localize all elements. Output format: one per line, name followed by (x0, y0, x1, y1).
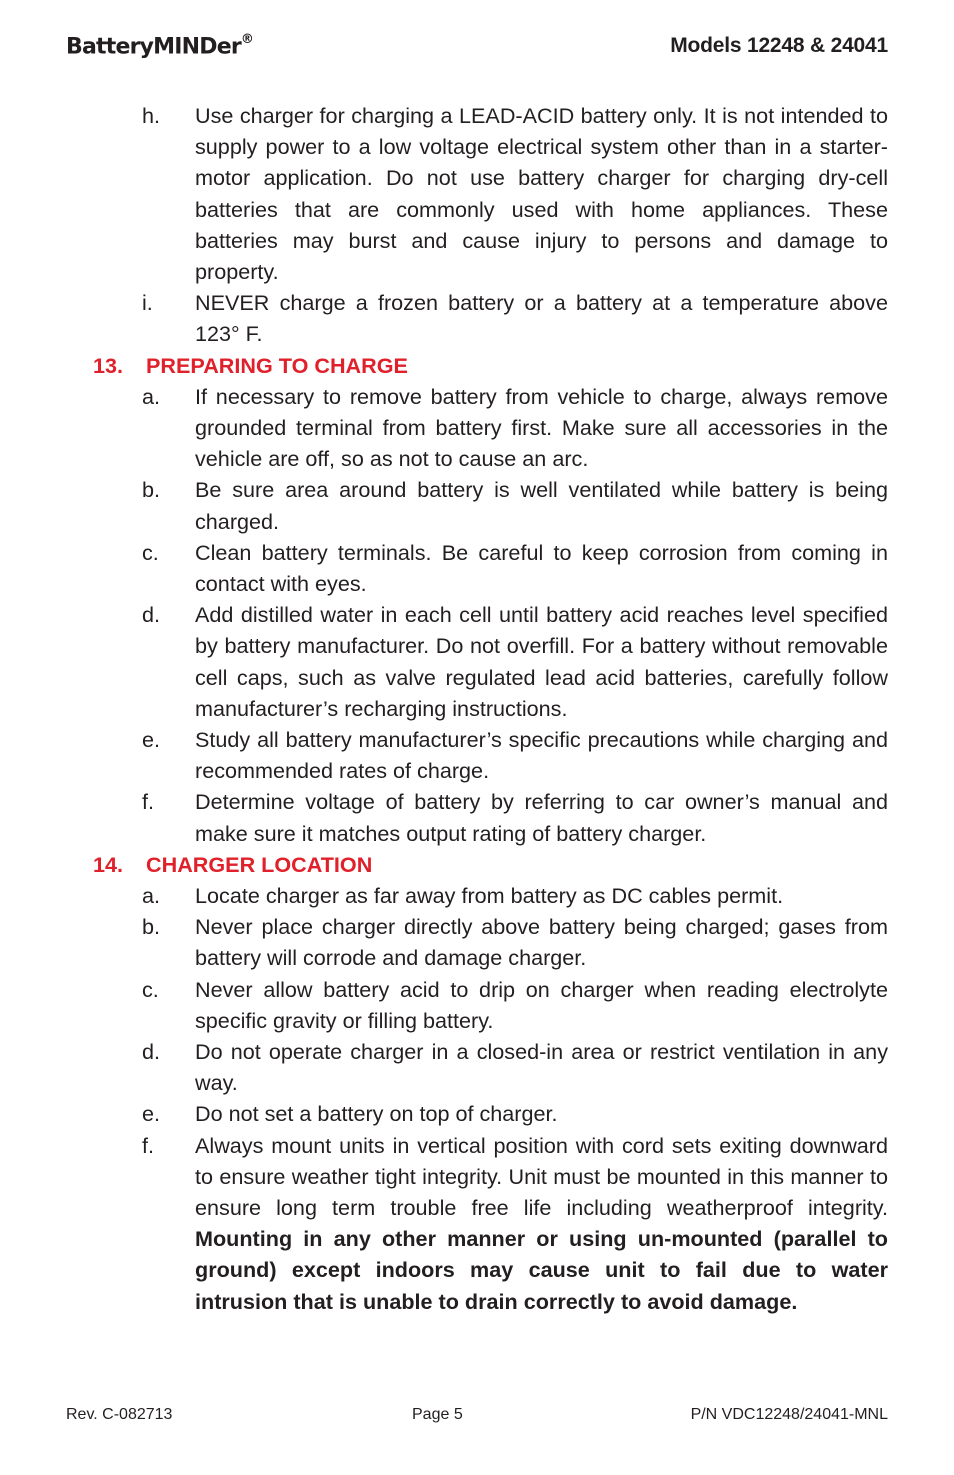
item-marker: a. (142, 383, 161, 409)
item-text: Be sure area around battery is well ventilated while battery is being charged. (195, 477, 888, 534)
document-body (0, 100, 954, 1317)
section-title: CHARGER LOCATION (146, 851, 373, 877)
list-item-14e (0, 1098, 888, 1129)
item-marker: h. (142, 103, 161, 128)
section-heading-14 (0, 849, 954, 880)
item-text: Never place charger directly above battery being charged; gases from battery will corrode and damage charger. (195, 914, 888, 971)
models-title: Models 12248 & 24041 (670, 34, 888, 57)
list-item-13b (0, 474, 888, 536)
section-number: 14. (93, 851, 124, 877)
item-marker: c. (142, 539, 159, 565)
list-item-14a (0, 880, 888, 911)
item-text: Determine voltage of battery by referring to car owner’s manual and make sure it matches output rating of battery charger. (195, 789, 888, 846)
list-item-i (0, 287, 888, 349)
list-item-14f (0, 1130, 888, 1317)
item-text: Use charger for charging a LEAD-ACID battery only. It is not intended to supply power to a low voltage electrical system other than in a starter-motor application. Do not use battery charger for charging dry-cell batteries that are commonly used with home appliances. These batteries may burst and cause injury to persons and damage to property. (195, 103, 888, 285)
registered-mark: ® (240, 32, 254, 47)
item-text: Study all battery manufacturer’s specific precautions while charging and recommended rates of charge. (195, 727, 888, 784)
item-text: Do not set a battery on top of charger. (195, 1101, 558, 1127)
item-warning-text: Mounting in any other manner or using un-mounted (parallel to ground) except indoors may cause unit to fail due to water intrusion that is unable to drain correctly to avoid damage. (195, 1226, 888, 1314)
brand-logo (66, 34, 254, 59)
section-title: PREPARING TO CHARGE (146, 352, 408, 378)
list-item-13e (0, 724, 888, 786)
item-text: Never allow battery acid to drip on charger when reading electrolyte specific gravity or filling battery. (195, 976, 888, 1033)
list-top (0, 100, 954, 350)
item-marker: e. (142, 727, 161, 753)
brand-name: BatteryMINDer (66, 34, 241, 60)
item-marker: b. (142, 914, 161, 940)
page-number: Page 5 (412, 1406, 463, 1423)
item-marker: c. (142, 976, 159, 1002)
list-item-13d (0, 599, 888, 724)
item-text: Clean battery terminals. Be careful to keep corrosion from coming in contact with eyes. (195, 539, 888, 597)
item-text: Add distilled water in each cell until battery acid reaches level specified by battery manufacturer. Do not overfill. For a battery without removable cell caps, such as valve regulated lead acid batteries, carefully follow manufacturer’s recharging instructions. (195, 602, 888, 721)
item-marker: f. (142, 789, 154, 815)
item-text: NEVER charge a frozen battery or a battery at a temperature above 123° F. (195, 290, 888, 347)
list-item-13f (0, 786, 888, 848)
list-item-h (0, 100, 888, 287)
item-text: If necessary to remove battery from vehicle to charge, always remove grounded terminal from battery first. Make sure all accessories in the vehicle are off, so as not to cause an arc. (195, 383, 888, 472)
section-heading-13 (0, 350, 954, 381)
section-number: 13. (93, 352, 124, 378)
revision-label: Rev. C-082713 (66, 1406, 173, 1423)
list-section-13 (0, 381, 954, 849)
item-marker: i. (142, 290, 153, 316)
list-section-14 (0, 880, 954, 1317)
item-marker: f. (142, 1132, 154, 1158)
item-marker: a. (142, 883, 161, 909)
item-text: Do not operate charger in a closed-in area or restrict ventilation in any way. (195, 1039, 888, 1096)
item-marker: d. (142, 1039, 161, 1065)
item-marker: b. (142, 477, 161, 503)
page-header (66, 34, 888, 64)
item-marker: e. (142, 1101, 161, 1127)
item-text: Always mount units in vertical position with cord sets exiting downward to ensure weather tight integrity. Unit must be mounted in this manner to ensure long term trouble free life including weatherproof integrity. (195, 1132, 888, 1221)
list-item-14d (0, 1036, 888, 1098)
list-item-13a (0, 381, 888, 475)
list-item-13c (0, 537, 888, 599)
list-item-14c (0, 974, 888, 1036)
item-text: Locate charger as far away from battery as DC cables permit. (195, 883, 784, 909)
page-footer (66, 1406, 888, 1430)
part-number: P/N VDC12248/24041-MNL (690, 1406, 888, 1423)
list-item-14b (0, 911, 888, 973)
item-marker: d. (142, 602, 161, 628)
